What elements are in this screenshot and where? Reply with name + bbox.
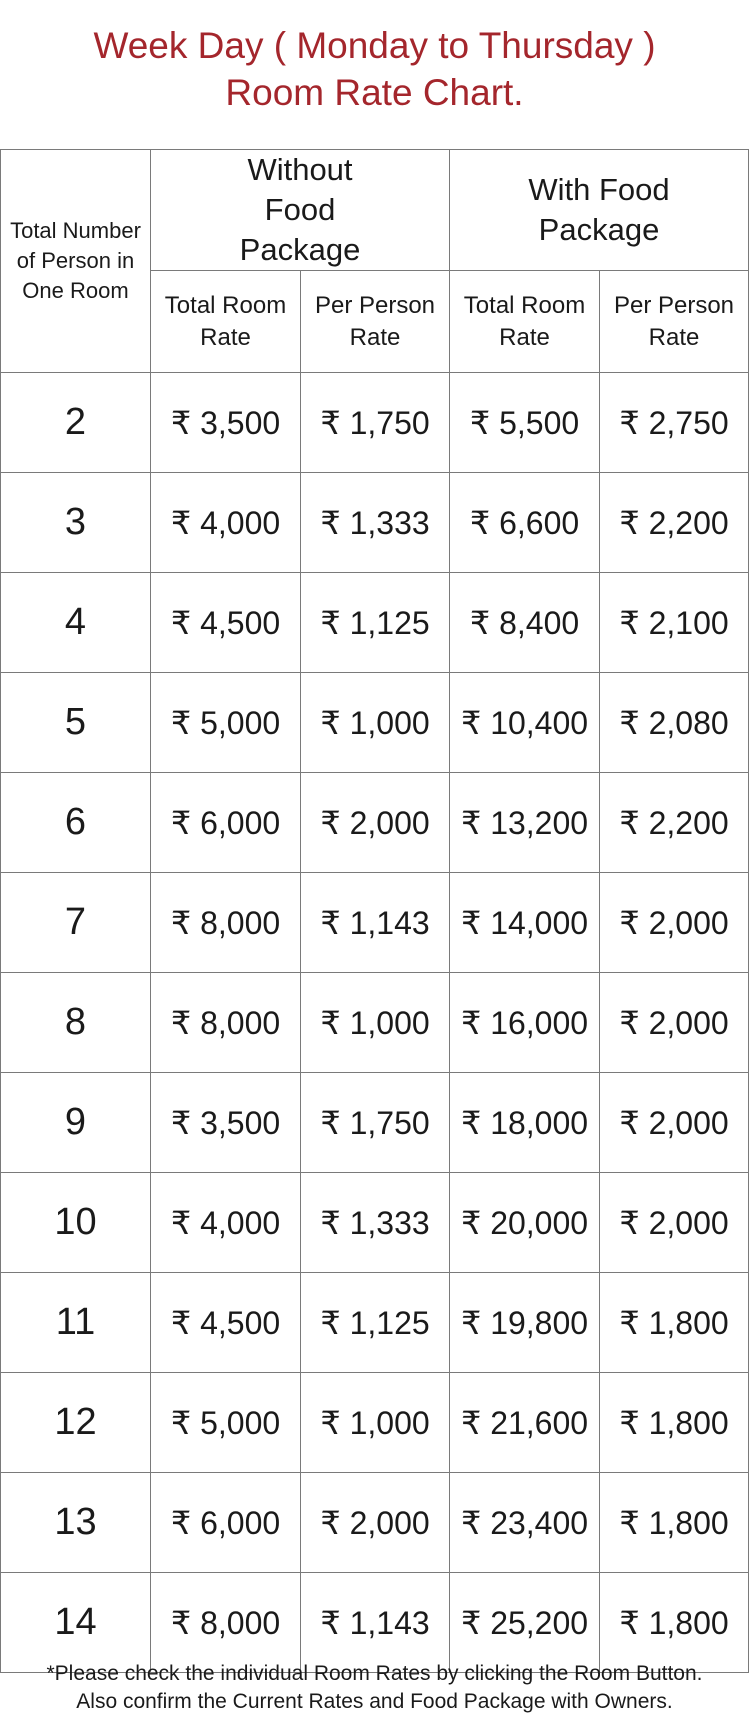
group-header-without-food [151,150,450,271]
subheader-total-room-rate [151,271,301,373]
subheader-total-room-rate [450,271,600,373]
room-rate-table [0,149,749,1673]
group-header-with-food [450,150,749,271]
total-room-rate-food-cell: ₹ 14,000 [450,873,600,973]
total-room-rate-cell: ₹ 8,000 [151,973,301,1073]
total-room-rate-cell: ₹ 6,000 [151,773,301,873]
per-person-rate-food-cell: ₹ 1,800 [600,1473,749,1573]
total-room-rate-food-cell: ₹ 5,500 [450,373,600,473]
per-person-rate-food-cell: ₹ 2,000 [600,973,749,1073]
total-room-rate-cell: ₹ 8,000 [151,873,301,973]
persons-cell: 4 [1,573,151,673]
total-room-rate-cell: ₹ 4,000 [151,1173,301,1273]
title-line-1: Week Day ( Monday to Thursday ) [93,25,656,66]
per-person-rate-cell: ₹ 1,750 [301,1073,450,1173]
total-room-rate-cell: ₹ 4,500 [151,573,301,673]
per-person-rate-food-cell: ₹ 2,080 [600,673,749,773]
table-row [1,1573,749,1673]
subheader-label: Total Room Rate [463,291,586,351]
total-room-rate-food-cell: ₹ 23,400 [450,1473,600,1573]
per-person-rate-food-cell: ₹ 2,200 [600,773,749,873]
total-room-rate-food-cell: ₹ 16,000 [450,973,600,1073]
subheader-per-person-rate [600,271,749,373]
table-header-row [1,150,749,271]
persons-cell: 5 [1,673,151,773]
total-room-rate-food-cell: ₹ 6,600 [450,473,600,573]
per-person-rate-food-cell: ₹ 1,800 [600,1373,749,1473]
total-room-rate-cell: ₹ 3,500 [151,373,301,473]
per-person-rate-cell: ₹ 1,125 [301,1273,450,1373]
total-room-rate-cell: ₹ 6,000 [151,1473,301,1573]
per-person-rate-food-cell: ₹ 2,000 [600,1073,749,1173]
total-room-rate-food-cell: ₹ 20,000 [450,1173,600,1273]
per-person-rate-cell: ₹ 1,000 [301,673,450,773]
footnote-line-1: *Please check the individual Room Rates by clicking the Room Button. [46,1662,703,1685]
footnote [0,1660,749,1716]
table-row [1,473,749,573]
per-person-rate-cell: ₹ 1,750 [301,373,450,473]
total-room-rate-food-cell: ₹ 18,000 [450,1073,600,1173]
total-room-rate-cell: ₹ 8,000 [151,1573,301,1673]
per-person-rate-cell: ₹ 1,000 [301,1373,450,1473]
total-room-rate-cell: ₹ 4,000 [151,473,301,573]
group-header-without-food-label: Without Food Package [239,152,361,267]
per-person-rate-cell: ₹ 2,000 [301,1473,450,1573]
persons-cell: 2 [1,373,151,473]
footnote-line-2: Also confirm the Current Rates and Food Package with Owners. [76,1690,673,1713]
per-person-rate-food-cell: ₹ 1,800 [600,1273,749,1373]
per-person-rate-cell: ₹ 1,333 [301,1173,450,1273]
persons-cell: 14 [1,1573,151,1673]
per-person-rate-food-cell: ₹ 2,750 [600,373,749,473]
subheader-label: Per Person Rate [613,291,735,351]
per-person-rate-cell: ₹ 2,000 [301,773,450,873]
table-row [1,973,749,1073]
persons-cell: 11 [1,1273,151,1373]
table-row [1,1273,749,1373]
total-room-rate-food-cell: ₹ 19,800 [450,1273,600,1373]
total-room-rate-food-cell: ₹ 13,200 [450,773,600,873]
per-person-rate-cell: ₹ 1,143 [301,873,450,973]
total-room-rate-food-cell: ₹ 21,600 [450,1373,600,1473]
table-row [1,1473,749,1573]
total-room-rate-cell: ₹ 5,000 [151,1373,301,1473]
total-room-rate-food-cell: ₹ 8,400 [450,573,600,673]
persons-cell: 8 [1,973,151,1073]
persons-cell: 10 [1,1173,151,1273]
table-row [1,1173,749,1273]
persons-cell: 9 [1,1073,151,1173]
total-room-rate-cell: ₹ 4,500 [151,1273,301,1373]
per-person-rate-cell: ₹ 1,143 [301,1573,450,1673]
persons-cell: 3 [1,473,151,573]
per-person-rate-food-cell: ₹ 1,800 [600,1573,749,1673]
per-person-rate-cell: ₹ 1,333 [301,473,450,573]
subheader-label: Per Person Rate [314,291,436,351]
table-row [1,673,749,773]
table-row [1,773,749,873]
persons-cell: 6 [1,773,151,873]
per-person-rate-food-cell: ₹ 2,200 [600,473,749,573]
total-room-rate-cell: ₹ 5,000 [151,673,301,773]
group-header-with-food-label: With Food Package [528,172,670,247]
persons-cell: 13 [1,1473,151,1573]
total-room-rate-food-cell: ₹ 10,400 [450,673,600,773]
page-title [0,22,749,116]
subheader-label: Total Room Rate [164,291,287,351]
table-row [1,873,749,973]
total-room-rate-cell: ₹ 3,500 [151,1073,301,1173]
per-person-rate-food-cell: ₹ 2,000 [600,1173,749,1273]
table-row [1,1073,749,1173]
total-room-rate-food-cell: ₹ 25,200 [450,1573,600,1673]
persons-cell: 12 [1,1373,151,1473]
title-line-2: Room Rate Chart. [225,72,524,113]
per-person-rate-cell: ₹ 1,000 [301,973,450,1073]
per-person-rate-food-cell: ₹ 2,000 [600,873,749,973]
table-row [1,373,749,473]
table-row [1,573,749,673]
subheader-per-person-rate [301,271,450,373]
persons-cell: 7 [1,873,151,973]
table-row [1,1373,749,1473]
persons-column-header: Total Number of Person in One Room [1,150,151,373]
per-person-rate-cell: ₹ 1,125 [301,573,450,673]
per-person-rate-food-cell: ₹ 2,100 [600,573,749,673]
